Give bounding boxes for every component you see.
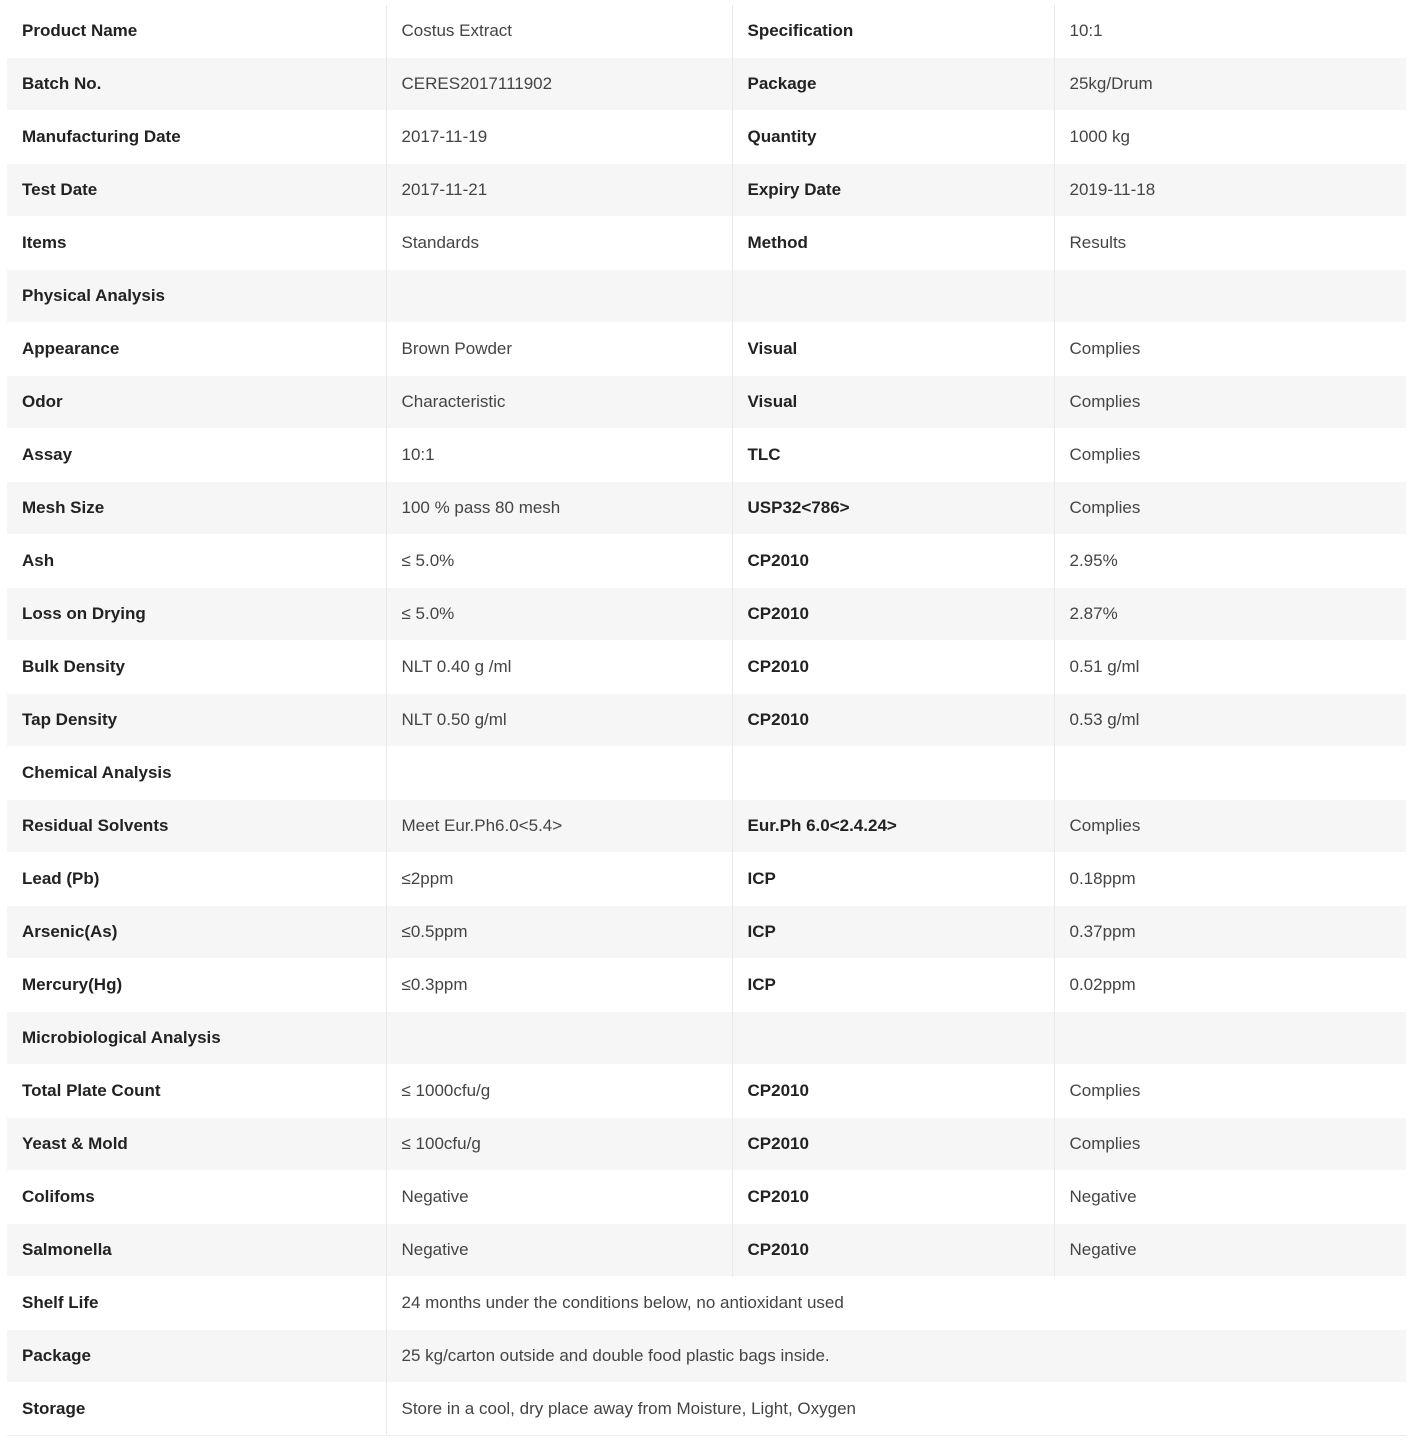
item-result: 2.95% (1054, 535, 1406, 588)
item-result: 0.02ppm (1054, 959, 1406, 1012)
table-row (7, 376, 1406, 429)
item-method: CP2010 (732, 1171, 1054, 1224)
item-method: CP2010 (732, 535, 1054, 588)
item-method: CP2010 (732, 641, 1054, 694)
column-header-method: Method (732, 217, 1054, 270)
item-method: CP2010 (732, 694, 1054, 747)
value-package: 25kg/Drum (1054, 58, 1406, 111)
item-standard: ≤ 100cfu/g (386, 1118, 732, 1171)
item-method: USP32<786> (732, 482, 1054, 535)
table-row-storage (7, 1383, 1406, 1436)
certificate-of-analysis-table (7, 4, 1406, 1436)
label-test-date: Test Date (7, 164, 386, 217)
value-quantity: 1000 kg (1054, 111, 1406, 164)
empty-cell (1054, 270, 1406, 323)
table-row (7, 694, 1406, 747)
empty-cell (732, 270, 1054, 323)
table-row (7, 959, 1406, 1012)
item-name: Total Plate Count (7, 1065, 386, 1118)
empty-cell (732, 747, 1054, 800)
item-method: ICP (732, 959, 1054, 1012)
table-row (7, 482, 1406, 535)
value-manufacturing-date: 2017-11-19 (386, 111, 732, 164)
empty-cell (1054, 1012, 1406, 1065)
empty-cell (386, 1012, 732, 1065)
item-name: Loss on Drying (7, 588, 386, 641)
column-header-results: Results (1054, 217, 1406, 270)
value-shelf-life: 24 months under the conditions below, no antioxidant used (386, 1277, 1406, 1330)
section-title: Physical Analysis (7, 270, 386, 323)
item-method: CP2010 (732, 588, 1054, 641)
item-name: Salmonella (7, 1224, 386, 1277)
item-standard: 10:1 (386, 429, 732, 482)
value-expiry-date: 2019-11-18 (1054, 164, 1406, 217)
item-standard: Characteristic (386, 376, 732, 429)
value-package-info: 25 kg/carton outside and double food plastic bags inside. (386, 1330, 1406, 1383)
label-batch-no: Batch No. (7, 58, 386, 111)
item-method: Eur.Ph 6.0<2.4.24> (732, 800, 1054, 853)
item-name: Bulk Density (7, 641, 386, 694)
item-name: Mercury(Hg) (7, 959, 386, 1012)
item-standard: ≤0.3ppm (386, 959, 732, 1012)
label-manufacturing-date: Manufacturing Date (7, 111, 386, 164)
item-name: Lead (Pb) (7, 853, 386, 906)
table-row (7, 1171, 1406, 1224)
item-result: Complies (1054, 429, 1406, 482)
label-package: Package (732, 58, 1054, 111)
item-name: Tap Density (7, 694, 386, 747)
item-name: Appearance (7, 323, 386, 376)
item-standard: ≤ 5.0% (386, 535, 732, 588)
table-row (7, 641, 1406, 694)
empty-cell (732, 1012, 1054, 1065)
item-result: Complies (1054, 376, 1406, 429)
item-result: Complies (1054, 482, 1406, 535)
item-standard: Negative (386, 1171, 732, 1224)
item-name: Ash (7, 535, 386, 588)
table-row (7, 58, 1406, 111)
column-header-standards: Standards (386, 217, 732, 270)
section-row-physical-analysis (7, 270, 1406, 323)
item-method: CP2010 (732, 1118, 1054, 1171)
item-result: 0.37ppm (1054, 906, 1406, 959)
item-standard: ≤0.5ppm (386, 906, 732, 959)
section-title: Chemical Analysis (7, 747, 386, 800)
item-method: CP2010 (732, 1065, 1054, 1118)
label-storage: Storage (7, 1383, 386, 1436)
item-result: 0.53 g/ml (1054, 694, 1406, 747)
table-row (7, 1224, 1406, 1277)
label-quantity: Quantity (732, 111, 1054, 164)
table-row-package (7, 1330, 1406, 1383)
label-specification: Specification (732, 5, 1054, 58)
item-result: Complies (1054, 800, 1406, 853)
section-row-microbiological-analysis (7, 1012, 1406, 1065)
table-row (7, 588, 1406, 641)
item-name: Odor (7, 376, 386, 429)
item-name: Mesh Size (7, 482, 386, 535)
item-standard: Negative (386, 1224, 732, 1277)
item-name: Arsenic(As) (7, 906, 386, 959)
table-row (7, 111, 1406, 164)
item-method: Visual (732, 323, 1054, 376)
item-result: 0.51 g/ml (1054, 641, 1406, 694)
table-row (7, 535, 1406, 588)
table-row (7, 323, 1406, 376)
item-result: 2.87% (1054, 588, 1406, 641)
item-result: Negative (1054, 1171, 1406, 1224)
item-result: 0.18ppm (1054, 853, 1406, 906)
value-product-name: Costus Extract (386, 5, 732, 58)
item-name: Residual Solvents (7, 800, 386, 853)
item-result: Complies (1054, 1065, 1406, 1118)
table-row (7, 429, 1406, 482)
table-row (7, 800, 1406, 853)
label-expiry-date: Expiry Date (732, 164, 1054, 217)
section-row-chemical-analysis (7, 747, 1406, 800)
item-method: ICP (732, 906, 1054, 959)
table-row (7, 1065, 1406, 1118)
item-method: TLC (732, 429, 1054, 482)
item-method: CP2010 (732, 1224, 1054, 1277)
item-standard: 100 % pass 80 mesh (386, 482, 732, 535)
value-storage: Store in a cool, dry place away from Moisture, Light, Oxygen (386, 1383, 1406, 1436)
item-standard: Meet Eur.Ph6.0<5.4> (386, 800, 732, 853)
section-title: Microbiological Analysis (7, 1012, 386, 1065)
item-name: Yeast & Mold (7, 1118, 386, 1171)
table-row (7, 5, 1406, 58)
item-method: ICP (732, 853, 1054, 906)
item-standard: ≤2ppm (386, 853, 732, 906)
table-row (7, 217, 1406, 270)
label-product-name: Product Name (7, 5, 386, 58)
table-row (7, 853, 1406, 906)
table-row (7, 1118, 1406, 1171)
label-shelf-life: Shelf Life (7, 1277, 386, 1330)
item-standard: NLT 0.50 g/ml (386, 694, 732, 747)
item-standard: Brown Powder (386, 323, 732, 376)
table-row-shelf-life (7, 1277, 1406, 1330)
item-name: Colifoms (7, 1171, 386, 1224)
table-row (7, 906, 1406, 959)
item-method: Visual (732, 376, 1054, 429)
item-result: Complies (1054, 323, 1406, 376)
empty-cell (386, 747, 732, 800)
item-standard: NLT 0.40 g /ml (386, 641, 732, 694)
item-standard: ≤ 1000cfu/g (386, 1065, 732, 1118)
value-batch-no: CERES2017111902 (386, 58, 732, 111)
item-standard: ≤ 5.0% (386, 588, 732, 641)
item-name: Assay (7, 429, 386, 482)
empty-cell (386, 270, 732, 323)
value-specification: 10:1 (1054, 5, 1406, 58)
item-result: Complies (1054, 1118, 1406, 1171)
item-result: Negative (1054, 1224, 1406, 1277)
label-package-info: Package (7, 1330, 386, 1383)
column-header-items: Items (7, 217, 386, 270)
table-row (7, 164, 1406, 217)
coa-table-container (7, 4, 1406, 1436)
value-test-date: 2017-11-21 (386, 164, 732, 217)
empty-cell (1054, 747, 1406, 800)
